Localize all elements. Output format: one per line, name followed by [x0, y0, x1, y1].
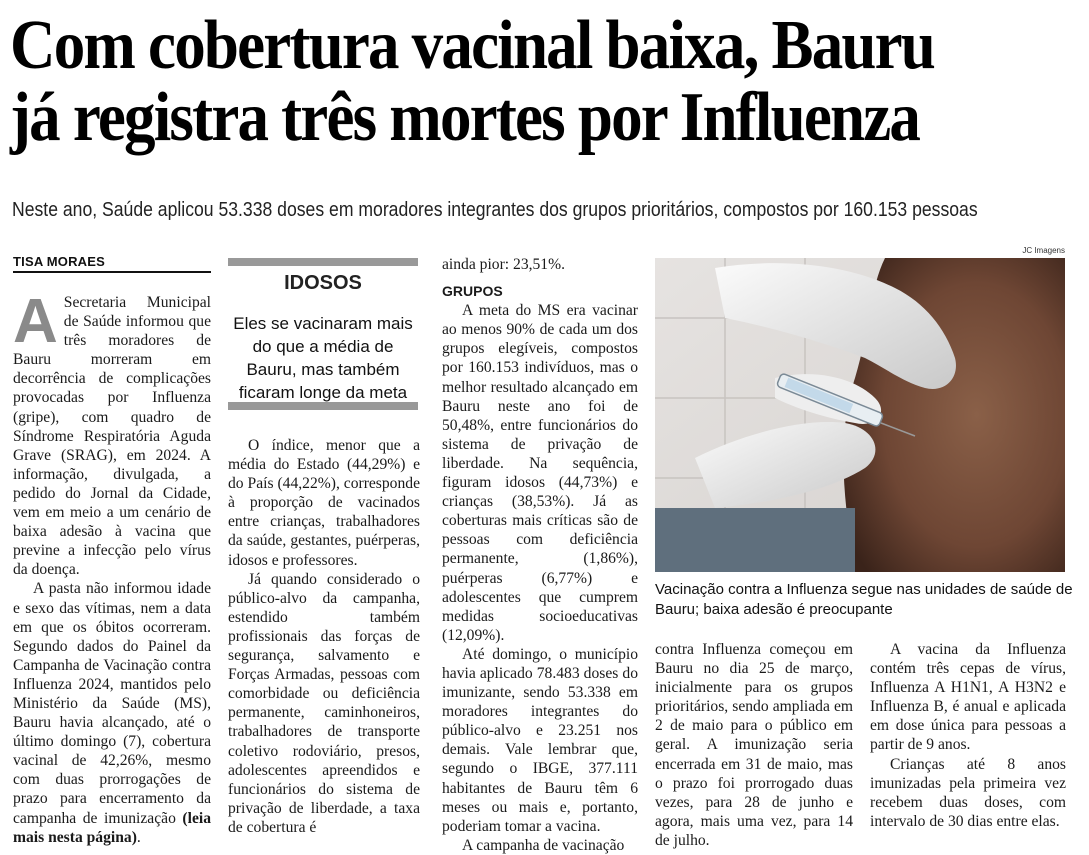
photo-credit: JC Imagens: [1022, 246, 1065, 255]
column-5: [870, 640, 1066, 831]
section-subtitle: GRUPOS: [442, 283, 503, 300]
subheadline: Neste ano, Saúde aplicou 53.338 doses em moradores integrantes dos grupos prioritários, compostos por 160.153 pessoas: [12, 199, 978, 221]
headline-line-1: Com cobertura vacinal baixa, Bauru: [10, 7, 935, 84]
vaccination-photo: [655, 258, 1065, 572]
paragraph: ainda pior: 23,51%.: [442, 256, 565, 273]
paragraph: A pasta não informou idade e sexo das vítimas, nem a data em que os óbitos ocorreram. Segundo dados do Painel da Campanha de Vacinação contra Influenza 2024, mantidos pelo Ministério da Saúde (MS), Bauru havia alcançado, até o último domingo (7), cobertura vacinal de 42,26%, mesmo com duas prorrogações de prazo para encerramento da campanha de imunização (leia mais nesta página).: [13, 580, 211, 846]
read-more-note: (leia mais nesta página): [13, 809, 211, 846]
paragraph: Crianças até 8 anos imunizadas pela primeira vez recebem duas doses, com intervalo de 30 dias entre elas.: [870, 755, 1066, 830]
column-3: [442, 255, 638, 855]
callout-box: [228, 258, 418, 413]
column-4: [655, 640, 853, 850]
lead-paragraph: A Secretaria Municipal de Saúde informou que três moradores de Bauru morreram em decorrência de complicações provocadas por Influenza (gripe), com quadro de Síndrome Respiratória Aguda Grave (SRAG), em 2024. A informação, divulgada, a pedido do Jornal da Cidade, vem em meio a um cenário de baixa adesão à vacina que previne a infecção pelo vírus da doença.: [13, 287, 211, 579]
callout-text: Eles se vacinaram mais do que a média de Bauru, mas também ficaram longe da meta: [233, 314, 413, 402]
paragraph: Já quando considerado o público-alvo da campanha, estendido também profissionais das forças de segurança, salvamento e Forças Armadas, pessoas com comorbidade ou deficiência permanente, caminhoneiros, trabalhadores de transporte coletivo rodoviário, presos, adolescentes apreendidos e funcionários do sistema de privação de liberdade, a taxa de cobertura é: [228, 570, 420, 836]
callout-title: IDOSOS: [284, 272, 362, 294]
callout-top-bar: [228, 258, 418, 266]
drop-cap: A: [13, 287, 58, 356]
paragraph: A campanha de vacinação: [462, 836, 625, 854]
column-1: [13, 287, 211, 847]
headline: [10, 7, 973, 156]
paragraph: O índice, menor que a média do Estado (44,29%) e do País (44,22%), corresponde à proporção de vacinados entre crianças, trabalhadores da saúde, gestantes, puérperas, idosos e professores.: [228, 437, 420, 569]
paragraph: A vacina da Influenza contém três cepas de vírus, Influenza A H1N1, A H3N2 e Influenza B, é anual e aplicada em dose única para pessoas a partir de 9 anos.: [870, 641, 1066, 754]
byline: TISA MORAES: [13, 254, 211, 273]
paragraph: Até domingo, o município havia aplicado 78.483 doses do imunizante, sendo 53.338 em moradores integrantes do público-alvo e 23.251 nos demais. Vale lembrar que, segundo o IBGE, 377.111 habitantes de Bauru têm 6 meses ou mais e, portanto, poderiam tomar a vacina.: [442, 645, 638, 835]
vaccination-illustration: [655, 258, 1065, 572]
column-2: [228, 436, 420, 837]
callout-bottom-bar: [228, 402, 418, 410]
paragraph: contra Influenza começou em Bauru no dia 25 de março, inicialmente para os grupos prioritários, sendo ampliada em 2 de maio para o público em geral. A imunização seria encerrada em 31 de maio, mas o prazo foi prorrogado duas vezes, para 28 de junho e agora, mais uma vez, para 14 de julho.: [655, 641, 853, 849]
headline-line-2: já registra três mortes por Influenza: [10, 79, 920, 156]
photo-caption: Vacinação contra a Influenza segue nas unidades de saúde de Bauru; baixa adesão é preocupante: [655, 581, 1073, 618]
paragraph: A meta do MS era vacinar ao menos 90% de cada um dos grupos elegíveis, compostos por 160.153 indivíduos, mas o melhor resultado alcançado em Bauru neste ano foi de 50,48%, entre funcionários do sistema de privação de liberdade. Na sequência, figuram idosos (44,73%) e crianças (38,53%). Já as coberturas mais críticas são de pessoas com deficiência permanente, (1,86%), puérperas (6,77%) e adolescentes que cumprem medidas socioeducativas (12,09%).: [442, 302, 638, 644]
